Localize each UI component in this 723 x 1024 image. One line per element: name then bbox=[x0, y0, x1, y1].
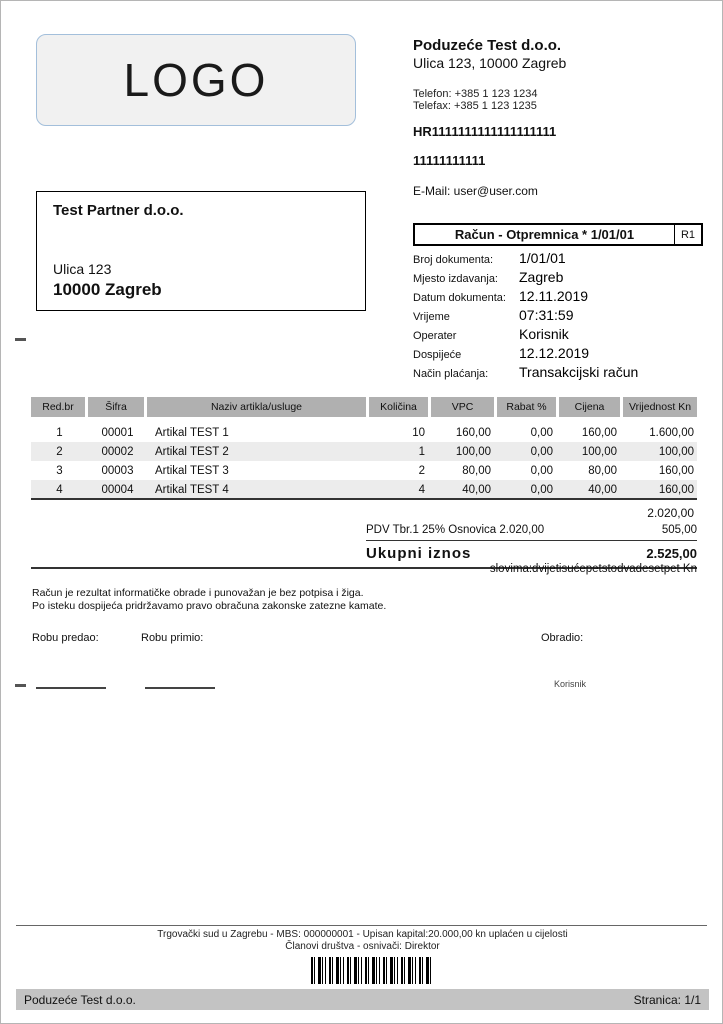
field-label: Vrijeme bbox=[413, 311, 450, 323]
logo-box bbox=[36, 34, 356, 126]
cell-naziv: Artikal TEST 1 bbox=[155, 426, 229, 439]
cell-sifra: 00003 bbox=[101, 464, 134, 477]
partner-street: Ulica 123 bbox=[53, 261, 112, 277]
cell-rabat: 0,00 bbox=[530, 464, 553, 477]
logo-text: LOGO bbox=[123, 54, 269, 106]
field-label: Način plaćanja: bbox=[413, 368, 489, 380]
table-row bbox=[31, 442, 697, 461]
cell-redbr: 4 bbox=[56, 483, 63, 496]
vat-row bbox=[366, 524, 697, 541]
cell-rabat: 0,00 bbox=[530, 445, 553, 458]
col-header-rabat: Rabat % bbox=[497, 397, 556, 417]
partner-city: 10000 Zagreb bbox=[53, 280, 162, 299]
signature-line bbox=[36, 687, 106, 689]
vat-amount: 505,00 bbox=[661, 524, 697, 536]
issuer-oib: 11111111111 bbox=[413, 153, 486, 168]
legal-notes bbox=[32, 587, 386, 613]
cell-redbr: 3 bbox=[56, 464, 63, 477]
document-title-box bbox=[413, 223, 703, 246]
goods-received-label: Robu primio: bbox=[141, 632, 204, 644]
field-nacin-placanja bbox=[413, 364, 713, 383]
field-value: 12.11.2019 bbox=[519, 288, 589, 304]
field-label: Datum dokumenta: bbox=[413, 292, 506, 304]
col-header-vrijednost: Vrijednost Kn bbox=[623, 397, 697, 417]
items-table-header bbox=[31, 397, 697, 417]
cell-vpc: 40,00 bbox=[462, 483, 491, 496]
col-header-sifra: Šifra bbox=[88, 397, 144, 417]
items-table-body bbox=[31, 423, 697, 499]
cell-cijena: 40,00 bbox=[588, 483, 617, 496]
cell-kolicina: 1 bbox=[418, 445, 425, 458]
table-row bbox=[31, 461, 697, 480]
cell-sifra: 00002 bbox=[101, 445, 134, 458]
issuer-block bbox=[413, 37, 713, 198]
col-header-redbr: Red.br bbox=[31, 397, 85, 417]
cell-vrijednost: 1.600,00 bbox=[649, 426, 694, 439]
cell-vpc: 80,00 bbox=[462, 464, 491, 477]
cell-naziv: Artikal TEST 4 bbox=[155, 483, 229, 496]
operator-name: Korisnik bbox=[554, 679, 587, 689]
cell-kolicina: 4 bbox=[418, 483, 425, 496]
totals-section bbox=[31, 498, 697, 569]
field-label: Mjesto izdavanja: bbox=[413, 273, 498, 285]
cell-cijena: 100,00 bbox=[581, 445, 617, 458]
cell-naziv: Artikal TEST 2 bbox=[155, 445, 229, 458]
field-value: Zagreb bbox=[519, 269, 564, 285]
col-header-naziv: Naziv artikla/usluge bbox=[147, 397, 366, 417]
field-broj-dokumenta bbox=[413, 250, 713, 269]
cell-rabat: 0,00 bbox=[530, 426, 553, 439]
cell-cijena: 160,00 bbox=[581, 426, 617, 439]
cell-kolicina: 10 bbox=[412, 426, 425, 439]
page-footer-bar bbox=[16, 989, 709, 1010]
field-label: Broj dokumenta: bbox=[413, 254, 494, 266]
items-table bbox=[31, 397, 697, 499]
issuer-address: Ulica 123, 10000 Zagreb bbox=[413, 55, 567, 71]
issuer-name: Poduzeće Test d.o.o. bbox=[413, 37, 562, 54]
cell-vrijednost: 100,00 bbox=[658, 445, 694, 458]
partner-name: Test Partner d.o.o. bbox=[53, 202, 184, 219]
field-label: Operater bbox=[413, 330, 457, 342]
field-value: 12.12.2019 bbox=[519, 345, 590, 361]
note-line-2: Po isteku dospijeća pridržavamo pravo obračuna zakonske zatezne kamate. bbox=[32, 600, 387, 612]
cell-naziv: Artikal TEST 3 bbox=[155, 464, 229, 477]
page-number: Stranica: 1/1 bbox=[633, 992, 701, 1007]
document-fields bbox=[413, 250, 713, 383]
cell-vpc: 160,00 bbox=[455, 426, 491, 439]
cell-sifra: 00001 bbox=[101, 426, 134, 439]
footer-company-name: Poduzeće Test d.o.o. bbox=[24, 992, 136, 1007]
field-label: Dospijeće bbox=[413, 349, 462, 361]
cell-cijena: 80,00 bbox=[588, 464, 617, 477]
col-header-vpc: VPC bbox=[431, 397, 494, 417]
goods-handed-label: Robu predao: bbox=[32, 632, 99, 644]
registry-info bbox=[1, 929, 723, 953]
grand-total-amount: 2.525,00 bbox=[646, 546, 697, 561]
field-value: Transakcijski račun bbox=[519, 364, 639, 380]
issuer-phone: Telefon: +385 1 123 1234 bbox=[413, 88, 538, 100]
cell-redbr: 2 bbox=[56, 445, 63, 458]
subtotal-amount: 2.020,00 bbox=[647, 506, 694, 520]
cell-rabat: 0,00 bbox=[530, 483, 553, 496]
field-operater bbox=[413, 326, 713, 345]
field-value: 1/01/01 bbox=[519, 250, 566, 266]
cell-vpc: 100,00 bbox=[455, 445, 491, 458]
signature-line bbox=[145, 687, 215, 689]
field-dospijece bbox=[413, 345, 713, 364]
cell-vrijednost: 160,00 bbox=[658, 483, 694, 496]
field-value: Korisnik bbox=[519, 326, 569, 342]
cell-sifra: 00004 bbox=[101, 483, 134, 496]
field-datum-dokumenta bbox=[413, 288, 713, 307]
col-header-kolicina: Količina bbox=[369, 397, 428, 417]
field-mjesto-izdavanja bbox=[413, 269, 713, 288]
issuer-fax: Telefax: +385 1 123 1235 bbox=[413, 100, 537, 112]
issuer-iban: HR1111111111111111111 bbox=[413, 124, 557, 139]
registry-line-2: Članovi društva - osnivači: Direktor bbox=[285, 941, 440, 952]
table-row bbox=[31, 423, 697, 442]
partner-address-box bbox=[36, 191, 366, 311]
fold-mark bbox=[15, 684, 26, 687]
cell-kolicina: 2 bbox=[418, 464, 425, 477]
field-vrijeme bbox=[413, 307, 713, 326]
col-header-cijena: Cijena bbox=[559, 397, 620, 417]
field-value: 07:31:59 bbox=[519, 307, 574, 323]
cell-vrijednost: 160,00 bbox=[658, 464, 694, 477]
registry-line-1: Trgovački sud u Zagrebu - MBS: 000000001 - Upisan kapital:20.000,00 kn uplaćen u cijelosti bbox=[157, 929, 568, 940]
barcode bbox=[311, 957, 433, 984]
processed-by-label: Obradio: bbox=[541, 632, 584, 644]
document-type-badge: R1 bbox=[674, 225, 701, 244]
table-row bbox=[31, 480, 697, 499]
fold-mark bbox=[15, 338, 26, 341]
document-title: Račun - Otpremnica * 1/01/01 bbox=[454, 227, 635, 242]
note-line-1: Račun je rezultat informatičke obrade i punovažan je bez potpisa i žiga. bbox=[32, 587, 364, 599]
issuer-email: E-Mail: user@user.com bbox=[413, 184, 538, 198]
cell-redbr: 1 bbox=[56, 426, 63, 439]
footer-divider bbox=[16, 925, 707, 926]
vat-label: PDV Tbr.1 25% Osnovica 2.020,00 bbox=[366, 524, 545, 536]
amount-in-words: slovima:dvijetisućepetstodvadesetpet Kn bbox=[489, 563, 697, 575]
grand-total-label: Ukupni iznos bbox=[366, 545, 472, 562]
